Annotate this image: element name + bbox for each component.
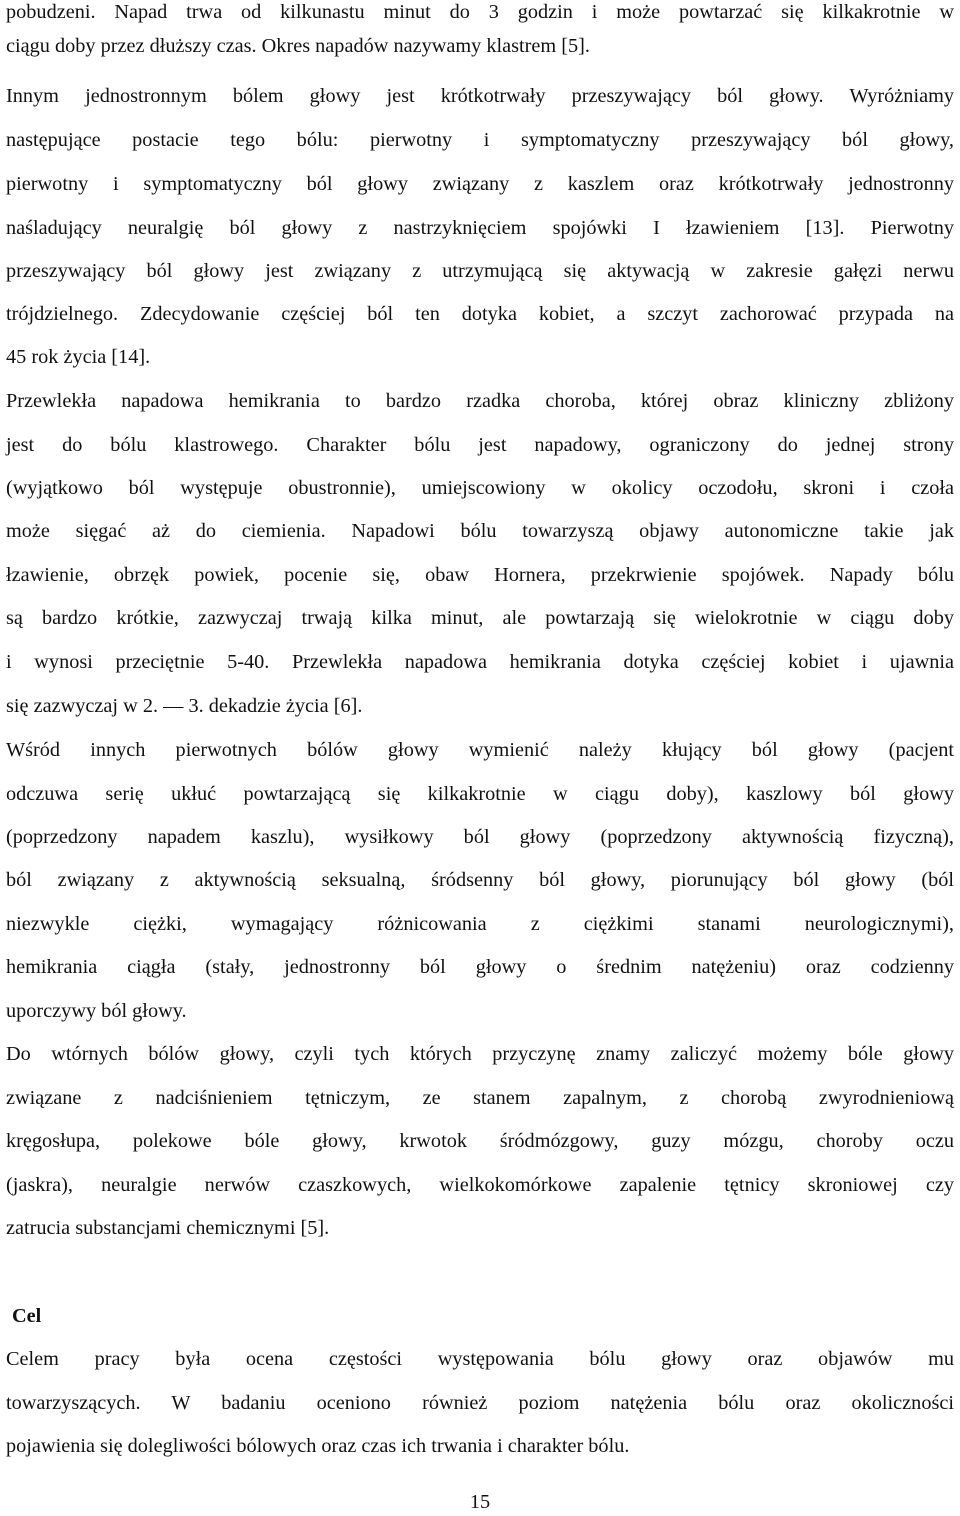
text-line: Do wtórnych bólów głowy, czyli tych których przyczynę znamy zaliczyć możemy bóle głowy <box>6 1043 954 1065</box>
text-line: pobudzeni. Napad trwa od kilkunastu minut do 3 godzin i może powtarzać się kilkakrotnie w <box>6 1 954 23</box>
text-line: jest do bólu klastrowego. Charakter bólu jest napadowy, ograniczony do jednej strony <box>6 434 954 456</box>
text-line: 45 rok życia [14]. <box>6 346 151 368</box>
text-line: może sięgać aż do ciemienia. Napadowi bólu towarzyszą objawy autonomiczne takie jak <box>6 520 954 542</box>
text-line: ciągu doby przez dłuższy czas. Okres napadów nazywamy klastrem [5]. <box>6 35 590 57</box>
text-line: i wynosi przeciętnie 5-40. Przewlekła napadowa hemikrania dotyka częściej kobiet i ujawnia <box>6 651 954 673</box>
text-line: przeszywający ból głowy jest związany z utrzymującą się aktywacją w zakresie gałęzi nerwu <box>6 260 954 282</box>
text-line: odczuwa serię ukłuć powtarzającą się kilkakrotnie w ciągu doby), kaszlowy ból głowy <box>6 783 954 805</box>
section-heading: Cel <box>12 1305 42 1327</box>
text-line: pojawienia się dolegliwości bólowych oraz czas ich trwania i charakter bólu. <box>6 1435 630 1457</box>
text-line: Wśród innych pierwotnych bólów głowy wymienić należy kłujący ból głowy (pacjent <box>6 739 954 761</box>
page-number: 15 <box>469 1491 491 1513</box>
text-line: łzawienie, obrzęk powiek, pocenie się, obaw Hornera, przekrwienie spojówek. Napady bólu <box>6 564 954 586</box>
text-line: towarzyszących. W badaniu oceniono również poziom natężenia bólu oraz okoliczności <box>6 1392 954 1414</box>
text-line: uporczywy ból głowy. <box>6 1000 187 1022</box>
text-line: są bardzo krótkie, zazwyczaj trwają kilka minut, ale powtarzają się wielokrotnie w ciągu doby <box>6 607 954 629</box>
text-line: hemikrania ciągła (stały, jednostronny ból głowy o średnim natężeniu) oraz codzienny <box>6 956 954 978</box>
text-line: Celem pracy była ocena częstości występowania bólu głowy oraz objawów mu <box>6 1348 954 1370</box>
text-line: następujące postacie tego bólu: pierwotny i symptomatyczny przeszywający ból głowy, <box>6 129 954 151</box>
text-line: Innym jednostronnym bólem głowy jest krótkotrwały przeszywający ból głowy. Wyróżniamy <box>6 85 954 107</box>
text-line: się zazwyczaj w 2. — 3. dekadzie życia [6]. <box>6 695 363 717</box>
text-line: zatrucia substancjami chemicznymi [5]. <box>6 1217 330 1239</box>
text-line: (poprzedzony napadem kaszlu), wysiłkowy ból głowy (poprzedzony aktywnością fizyczną), <box>6 826 954 848</box>
text-line: kręgosłupa, polekowe bóle głowy, krwotok śródmózgowy, guzy mózgu, choroby oczu <box>6 1130 954 1152</box>
text-line: naśladujący neuralgię ból głowy z nastrzyknięciem spojówki I łzawieniem [13]. Pierwotny <box>6 217 954 239</box>
text-line: trójdzielnego. Zdecydowanie częściej ból ten dotyka kobiet, a szczyt zachorować przypada na <box>6 303 954 325</box>
text-line: Przewlekła napadowa hemikrania to bardzo rzadka choroba, której obraz kliniczny zbliżony <box>6 390 954 412</box>
text-line: (jaskra), neuralgie nerwów czaszkowych, wielkokomórkowe zapalenie tętnicy skroniowej czy <box>6 1174 954 1196</box>
text-line: niezwykle ciężki, wymagający różnicowania z ciężkimi stanami neurologicznymi), <box>6 913 954 935</box>
text-line: związane z nadciśnieniem tętniczym, ze stanem zapalnym, z chorobą zwyrodnieniową <box>6 1087 954 1109</box>
text-line: (wyjątkowo ból występuje obustronnie), umiejscowiony w okolicy oczodołu, skroni i czoła <box>6 477 954 499</box>
text-line: pierwotny i symptomatyczny ból głowy związany z kaszlem oraz krótkotrwały jednostronny <box>6 173 954 195</box>
text-line: ból związany z aktywnością seksualną, śródsenny ból głowy, piorunujący ból głowy (ból <box>6 869 954 891</box>
